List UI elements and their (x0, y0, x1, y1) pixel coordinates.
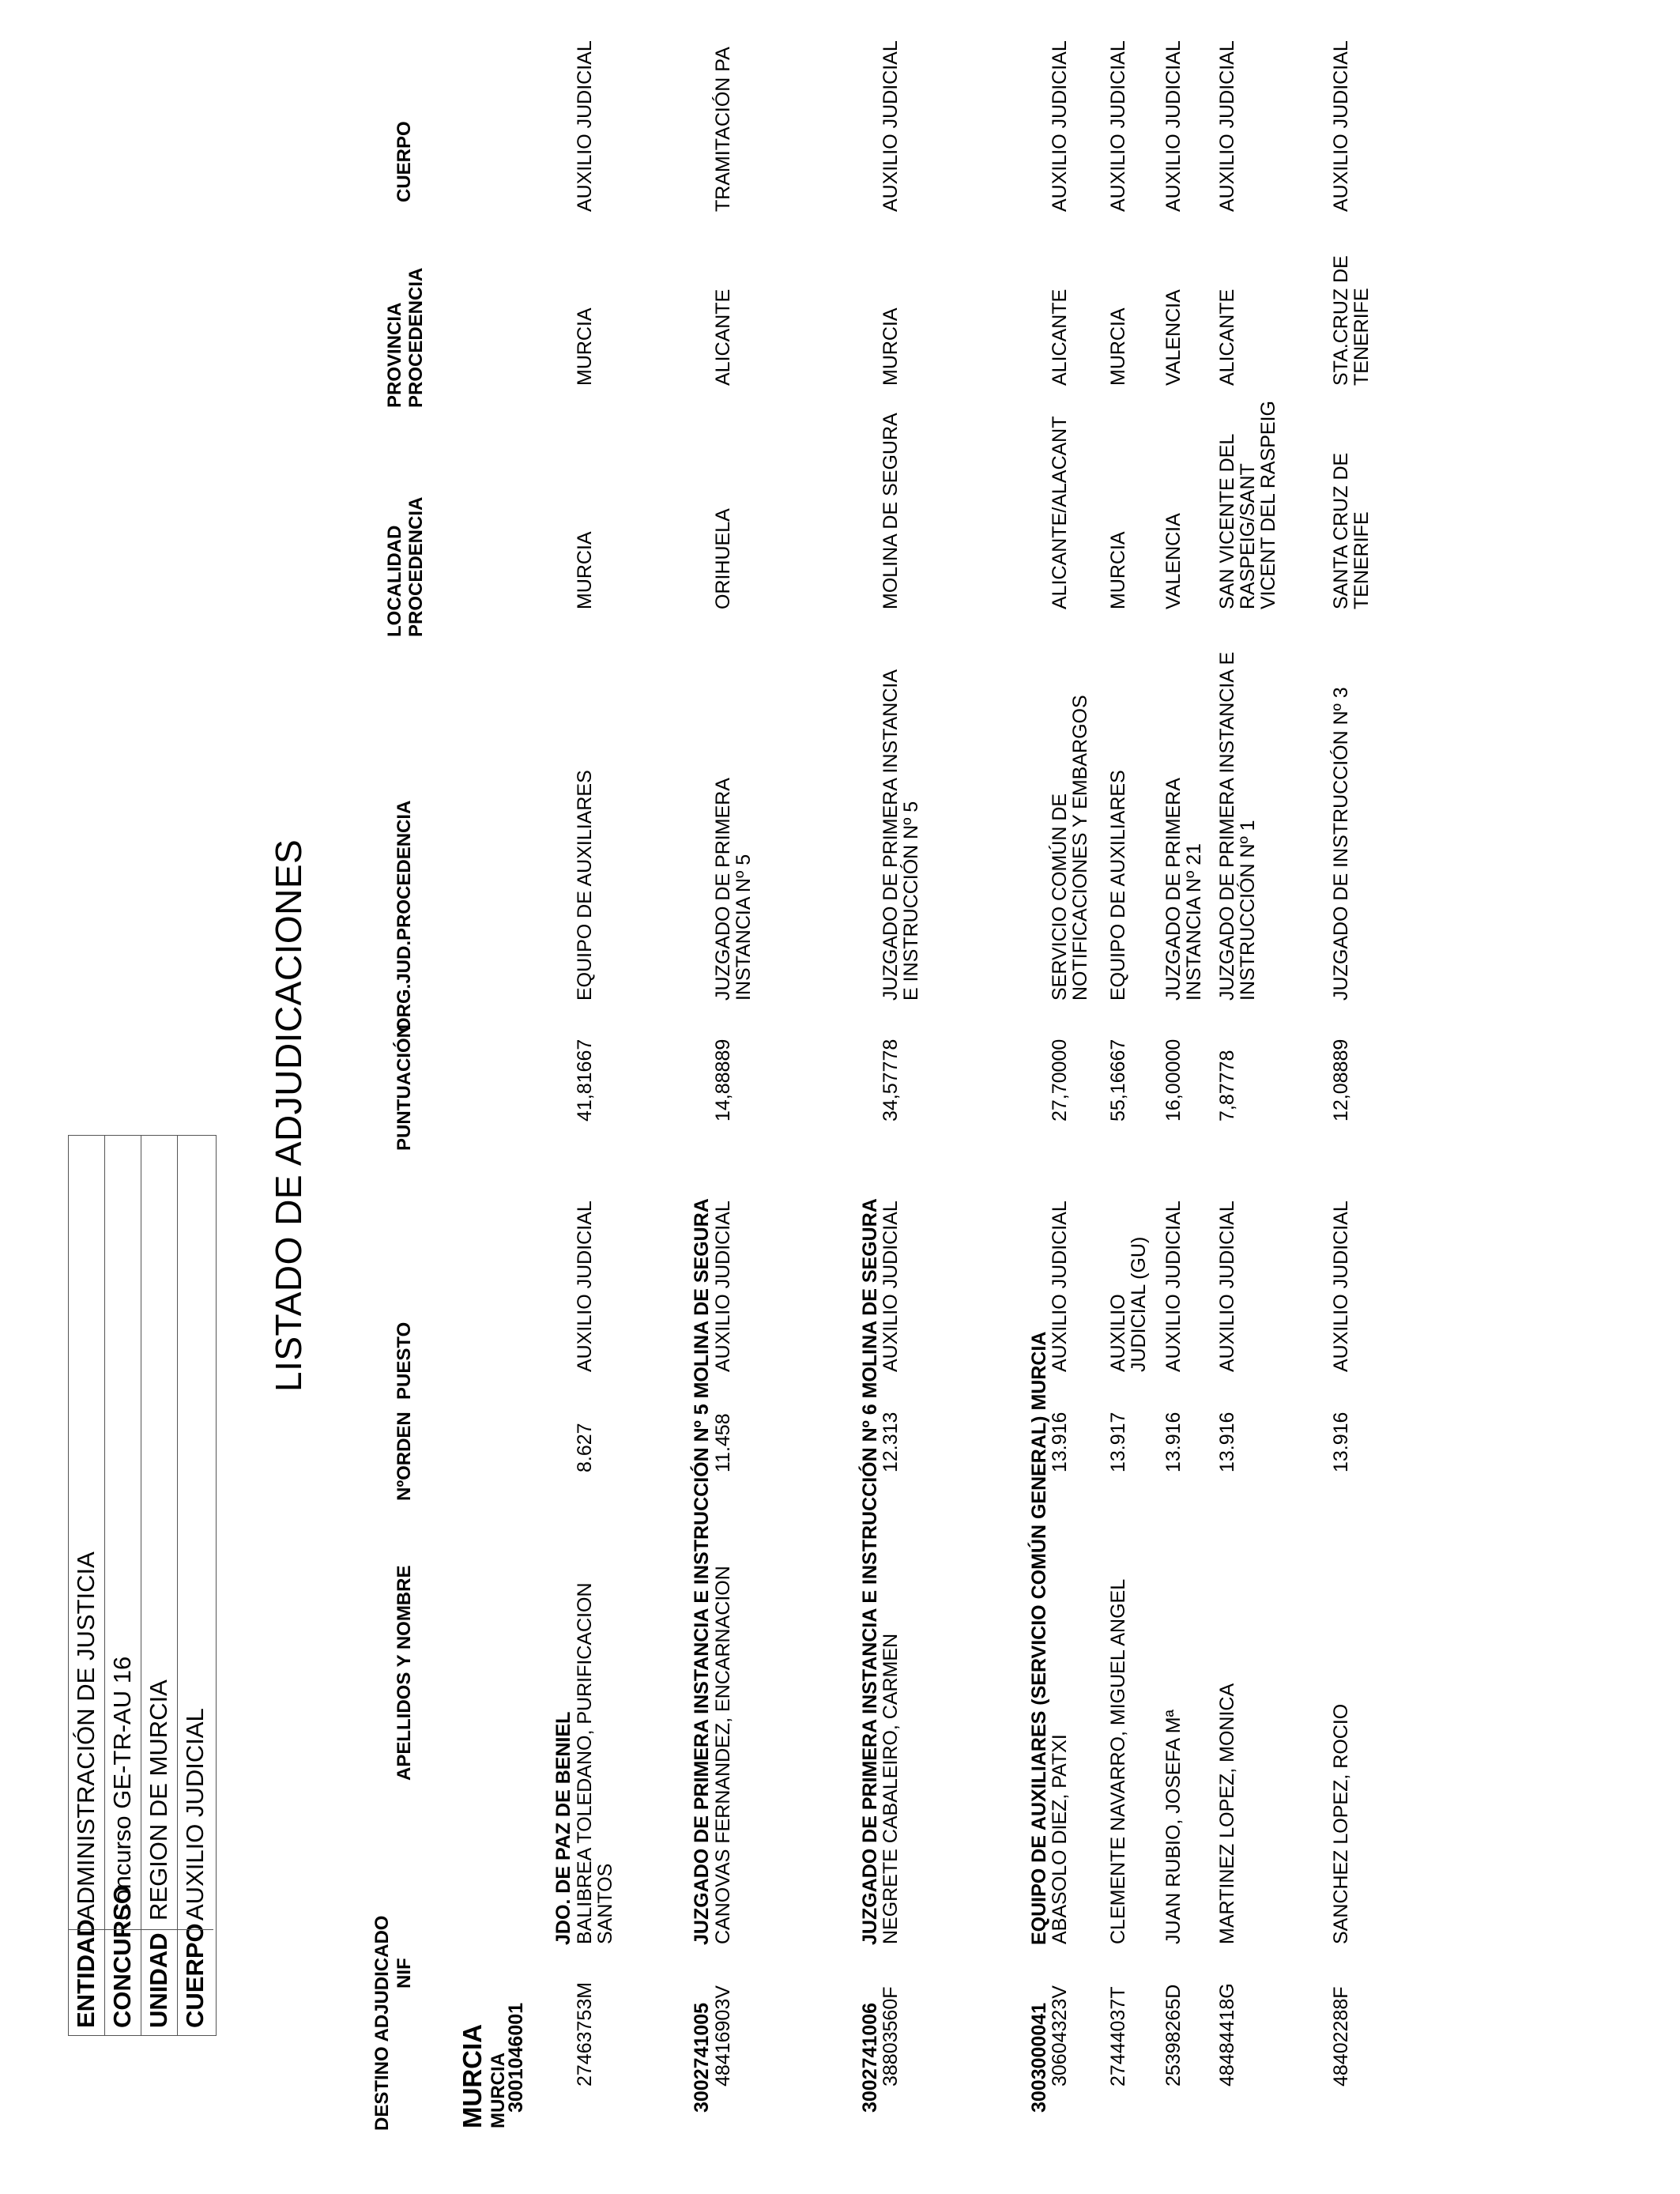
header-nif: NIF (394, 1958, 415, 1989)
cell-nombre: MARTINEZ LOPEZ, MONICA (1216, 1683, 1238, 1944)
info-value: ADMINISTRACIÓN DE JUSTICIA (72, 1551, 100, 1921)
cell-nif: 38803560F (880, 1986, 902, 2087)
group-name: JDO. DE PAZ DE BENIEL (552, 1711, 574, 1945)
group-name: JUZGADO DE PRIMERA INSTANCIA E INSTRUCCIÓN Nº 5 MOLINA DE SEGURA (691, 1198, 713, 1945)
cell-provincia: ALICANTE (712, 288, 734, 386)
cell-cuerpo: AUXILIO JUDICIAL (1216, 40, 1238, 212)
cell-org: JUZGADO DE PRIMERA INSTANCIA E INSTRUCCIÓN Nº 1 (1216, 651, 1259, 1001)
cell-nombre: CANOVAS FERNANDEZ, ENCARNACION (712, 1566, 734, 1944)
cell-nombre: ABASOLO DIEZ, PATXI (1049, 1734, 1071, 1944)
header-puntuacion: PUNTUACIÓN (394, 1024, 415, 1151)
cell-org: EQUIPO DE AUXILIARES (1107, 770, 1129, 1001)
cell-orden: 11.458 (712, 1413, 734, 1472)
group-name: JUZGADO DE PRIMERA INSTANCIA E INSTRUCCIÓN Nº 6 MOLINA DE SEGURA (859, 1198, 881, 1945)
cell-nif: 48416903V (712, 1985, 734, 2087)
cell-org: SERVICIO COMÚN DE NOTIFICACIONES Y EMBARGOS (1049, 695, 1091, 1001)
report-title: LISTADO DE ADJUDICACIONES (268, 839, 309, 1392)
cell-puntuacion: 41,81667 (574, 1039, 596, 1122)
cell-cuerpo: AUXILIO JUDICIAL (1330, 40, 1352, 212)
info-label: CONCURSO (108, 1885, 136, 2028)
group-code: 3002741006 (859, 2002, 881, 2113)
group-name: EQUIPO DE AUXILIARES (SERVICIO COMÚN GENERAL) MURCIA (1028, 1331, 1050, 1945)
cell-puesto: AUXILIO JUDICIAL (880, 1201, 902, 1372)
cell-puesto: AUXILIO JUDICIAL (1049, 1201, 1071, 1372)
cell-cuerpo: AUXILIO JUDICIAL (1162, 40, 1185, 212)
group-code: 3001046001 (505, 2002, 527, 2113)
info-label: ENTIDAD (72, 1919, 100, 2028)
cell-org: JUZGADO DE PRIMERA INSTANCIA Nº 5 (712, 778, 755, 1001)
cell-puntuacion: 7,87778 (1216, 1050, 1238, 1122)
cell-nif: 48484418G (1216, 1983, 1238, 2087)
cell-cuerpo: AUXILIO JUDICIAL (574, 40, 596, 212)
cell-nombre: NEGRETE CABALEIRO, CARMEN (880, 1633, 902, 1944)
cell-orden: 13.916 (1162, 1412, 1185, 1472)
cell-puntuacion: 55,16667 (1107, 1039, 1129, 1122)
cell-orden: 13.916 (1049, 1412, 1071, 1472)
info-value: AUXILIO JUDICIAL (181, 1708, 209, 1921)
cell-nif: 30604323V (1049, 1985, 1071, 2087)
cell-cuerpo: AUXILIO JUDICIAL (1049, 40, 1071, 212)
cell-localidad: VALENCIA (1162, 513, 1185, 609)
cell-org: JUZGADO DE PRIMERA INSTANCIA E INSTRUCCIÓN Nº 5 (880, 670, 922, 1001)
info-value: REGION DE MURCIA (145, 1679, 172, 1921)
cell-orden: 13.916 (1330, 1412, 1352, 1472)
cell-puesto: AUXILIO JUDICIAL (1330, 1201, 1352, 1372)
cell-puesto: AUXILIO JUDICIAL (1216, 1201, 1238, 1372)
header-org: ORG.JUD.PROCEDENCIA (394, 800, 415, 1032)
header-orden: NºORDEN (394, 1412, 415, 1501)
cell-provincia: MURCIA (880, 307, 902, 386)
cell-orden: 12.313 (880, 1412, 902, 1472)
cell-org: JUZGADO DE INSTRUCCIÓN Nº 3 (1330, 687, 1352, 1001)
cell-orden: 13.917 (1107, 1412, 1129, 1472)
cell-puesto: AUXILIO JUDICIAL (1162, 1201, 1185, 1372)
cell-puntuacion: 12,08889 (1330, 1039, 1352, 1122)
cell-nif: 27463753M (574, 1981, 596, 2087)
cell-cuerpo: AUXILIO JUDICIAL (880, 40, 902, 212)
cell-localidad: MOLINA DE SEGURA (880, 413, 902, 609)
cell-nif: 25398265D (1162, 1984, 1185, 2087)
cell-cuerpo: AUXILIO JUDICIAL (1107, 40, 1129, 212)
cell-org: JUZGADO DE PRIMERA INSTANCIA Nº 21 (1162, 778, 1205, 1001)
info-label: CUERPO (181, 1923, 209, 2028)
group-code: 3002741005 (691, 2002, 713, 2113)
header-puesto: PUESTO (394, 1321, 415, 1400)
cell-puntuacion: 34,57778 (880, 1039, 902, 1122)
header-localidad: LOCALIDAD PROCEDENCIA (384, 496, 427, 637)
cell-localidad: MURCIA (574, 531, 596, 609)
cell-nif: 27444037T (1107, 1986, 1129, 2087)
cell-nombre: BALIBREA TOLEDANO, PURIFICACION SANTOS (574, 1582, 616, 1944)
group-code: 3003000041 (1028, 2002, 1050, 2113)
cell-localidad: ORIHUELA (712, 508, 734, 609)
cell-provincia: ALICANTE (1216, 288, 1238, 386)
header-destino: DESTINO ADJUDICADO (371, 1915, 393, 2131)
info-box (68, 1135, 217, 2036)
cell-nombre: JUAN RUBIO, JOSEFA Mª (1162, 1710, 1185, 1944)
cell-nombre: CLEMENTE NAVARRO, MIGUEL ANGEL (1107, 1578, 1129, 1944)
cell-puesto: AUXILIO JUDICIAL (GU) (1107, 1236, 1150, 1372)
cell-cuerpo: TRAMITACIÓN PA (712, 47, 734, 212)
cell-localidad: SANTA CRUZ DE TENERIFE (1330, 452, 1373, 609)
region-title: MURCIA (458, 2024, 487, 2128)
cell-localidad: SAN VICENTE DEL RASPEIG/SANT VICENT DEL RASPEIG (1216, 401, 1279, 609)
header-nombre: APELLIDOS Y NOMBRE (394, 1565, 415, 1781)
cell-nombre: SANCHEZ LOPEZ, ROCIO (1330, 1703, 1352, 1944)
info-label: UNIDAD (145, 1932, 172, 2028)
cell-localidad: ALICANTE/ALACANT (1049, 416, 1071, 609)
cell-provincia: STA.CRUZ DE TENERIFE (1330, 255, 1373, 386)
cell-puntuacion: 27,70000 (1049, 1039, 1071, 1122)
cell-puesto: AUXILIO JUDICIAL (574, 1201, 596, 1372)
cell-orden: 13.916 (1216, 1412, 1238, 1472)
header-cuerpo: CUERPO (394, 121, 415, 202)
cell-puntuacion: 16,00000 (1162, 1039, 1185, 1122)
cell-puesto: AUXILIO JUDICIAL (712, 1201, 734, 1372)
cell-nif: 48402288F (1330, 1986, 1352, 2087)
subregion-title: MURCIA (488, 2053, 509, 2128)
cell-provincia: VALENCIA (1162, 289, 1185, 386)
cell-localidad: MURCIA (1107, 531, 1129, 609)
cell-provincia: ALICANTE (1049, 288, 1071, 386)
header-provincia: PROVINCIA PROCEDENCIA (384, 267, 427, 408)
cell-provincia: MURCIA (1107, 307, 1129, 386)
cell-orden: 8.627 (574, 1423, 596, 1472)
cell-puntuacion: 14,88889 (712, 1039, 734, 1122)
cell-org: EQUIPO DE AUXILIARES (574, 770, 596, 1001)
info-value: Concurso GE-TR-AU 16 (108, 1656, 136, 1921)
cell-provincia: MURCIA (574, 307, 596, 386)
info-box-frame (68, 1135, 217, 2036)
